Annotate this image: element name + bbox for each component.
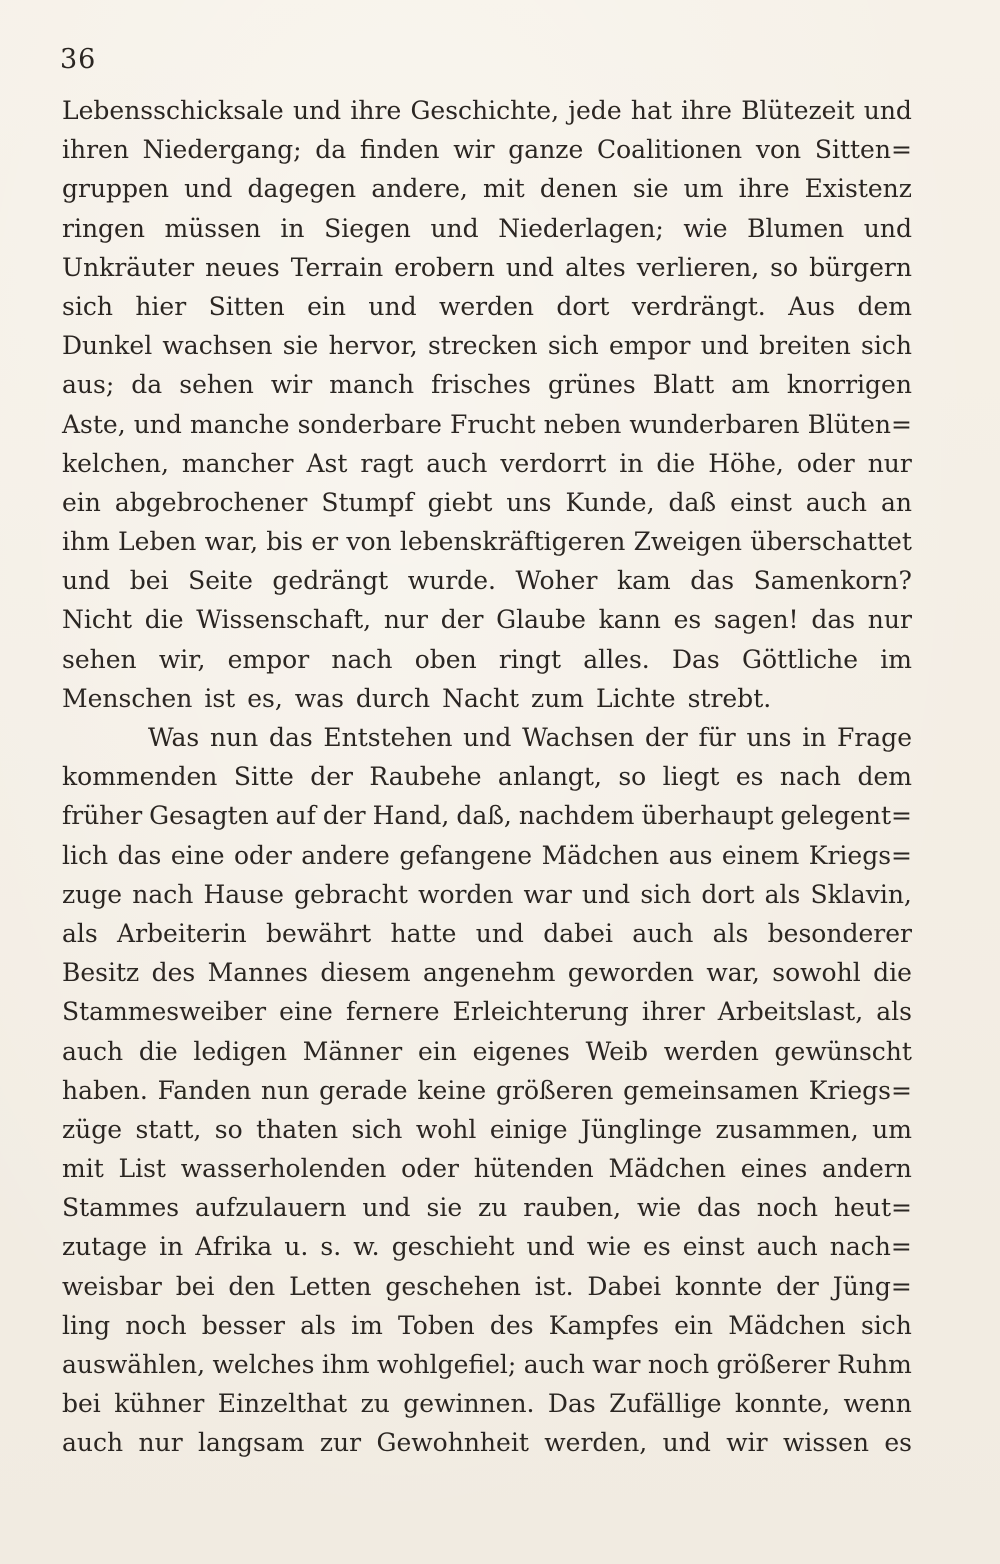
text-line: Nicht die Wissenschaft, nur der Glaube kann es sagen! das nur xyxy=(62,605,912,635)
text-line: Unkräuter neues Terrain erobern und altes verlieren, so bürgern xyxy=(62,252,912,282)
page-number: 36 xyxy=(60,44,97,75)
text-line: Aste, und manche sonderbare Frucht neben wunderbaren Blüten= xyxy=(62,409,912,439)
text-line: ein abgebrochener Stumpf giebt uns Kunde, daß einst auch an xyxy=(62,487,912,517)
text-line: auch die ledigen Männer ein eigenes Weib werden gewünscht xyxy=(62,1036,912,1066)
text-line: auswählen, welches ihm wohlgefiel; auch war noch größerer Ruhm xyxy=(62,1350,912,1379)
body-text xyxy=(62,96,912,1468)
text-line: früher Gesagten auf der Hand, daß, nachdem überhaupt gelegent= xyxy=(62,801,912,831)
text-line: Dunkel wachsen sie hervor, strecken sich empor und breiten sich xyxy=(62,331,912,361)
text-line: ihren Niedergang; da finden wir ganze Coalitionen von Sitten= xyxy=(62,135,912,165)
text-line: zuge nach Hause gebracht worden war und sich dort als Sklavin, xyxy=(62,879,912,909)
text-line: ringen müssen in Siegen und Niederlagen; wie Blumen und xyxy=(62,213,912,243)
text-line: Stammesweiber eine fernere Erleichterung ihrer Arbeitslast, als xyxy=(62,997,912,1027)
text-line: als Arbeiterin bewährt hatte und dabei auch als besonderer xyxy=(62,918,912,948)
text-line: weisbar bei den Letten geschehen ist. Dabei konnte der Jüng= xyxy=(62,1271,912,1301)
text-line: lich das eine oder andere gefangene Mädchen aus einem Kriegs= xyxy=(62,840,912,870)
text-line: sehen wir, empor nach oben ringt alles. Das Göttliche im xyxy=(62,644,912,674)
text-line: Lebensschicksale und ihre Geschichte, jede hat ihre Blütezeit und xyxy=(62,96,912,125)
text-line: aus; da sehen wir manch frisches grünes Blatt am knorrigen xyxy=(62,370,912,400)
text-line: kommenden Sitte der Raubehe anlangt, so liegt es nach dem xyxy=(62,762,912,792)
text-line: ling noch besser als im Toben des Kampfes ein Mädchen sich xyxy=(62,1310,912,1340)
text-line: ihm Leben war, bis er von lebenskräftigeren Zweigen überschattet xyxy=(62,527,912,557)
paragraph-start-line: Was nun das Entstehen und Wachsen der für uns in Frage xyxy=(148,723,912,752)
text-line: kelchen, mancher Ast ragt auch verdorrt in die Höhe, oder nur xyxy=(62,448,912,478)
text-line: haben. Fanden nun gerade keine größeren gemeinsamen Kriegs= xyxy=(62,1075,912,1105)
text-line: zutage in Afrika u. s. w. geschieht und wie es einst auch nach= xyxy=(62,1232,912,1262)
text-line: mit List wasserholenden oder hütenden Mädchen eines andern xyxy=(62,1154,912,1184)
text-line: Stammes aufzulauern und sie zu rauben, wie das noch heut= xyxy=(62,1193,912,1223)
paragraph-end-line: Menschen ist es, was durch Nacht zum Lichte strebt. xyxy=(62,683,772,713)
text-line: und bei Seite gedrängt wurde. Woher kam das Samenkorn? xyxy=(62,566,912,596)
text-line: sich hier Sitten ein und werden dort verdrängt. Aus dem xyxy=(62,291,912,321)
text-line: züge statt, so thaten sich wohl einige Jünglinge zusammen, um xyxy=(62,1114,912,1144)
text-line: gruppen und dagegen andere, mit denen sie um ihre Existenz xyxy=(62,174,912,204)
text-line: auch nur langsam zur Gewohnheit werden, und wir wissen es xyxy=(62,1428,912,1458)
text-line: bei kühner Einzelthat zu gewinnen. Das Zufällige konnte, wenn xyxy=(62,1389,912,1419)
text-line: Besitz des Mannes diesem angenehm geworden war, sowohl die xyxy=(62,958,912,988)
